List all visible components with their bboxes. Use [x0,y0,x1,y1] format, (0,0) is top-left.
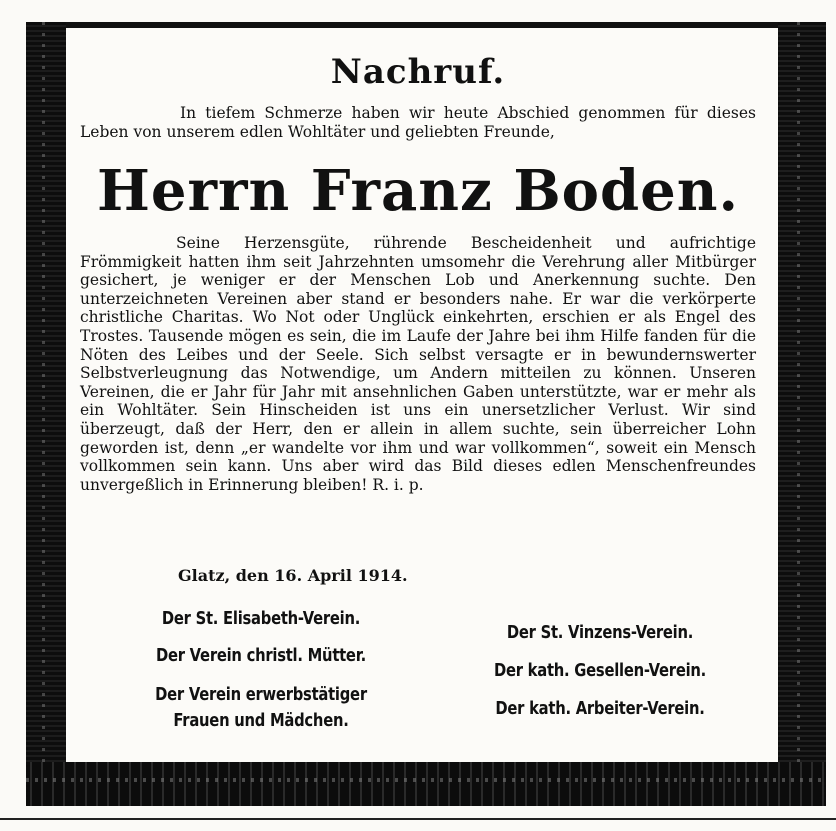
signatory-elisabeth: Der St. Elisabeth-Verein. [161,608,361,629]
next-article-edge [0,818,836,831]
signatory-mothers: Der Verein christl. Mütter. [155,645,366,666]
deceased-name: Herrn Franz Boden. [96,158,739,224]
signatory-working-women: Der Verein erwerbstätiger Frauen und Mädchen. [155,684,367,731]
left-mourning-border [26,22,66,790]
right-mourning-border [778,22,826,790]
dateline: Glatz, den 16. April 1914. [178,566,408,585]
intro-paragraph: In tiefem Schmerze haben wir heute Abschied genommen für dieses Leben von unserem edlen Wohltäter und geliebten Freunde, [80,104,756,141]
signatory-vinzens: Der St. Vinzens-Verein. [506,622,694,643]
signatory-gesellen: Der kath. Gesellen-Verein. [493,660,707,681]
bottom-mourning-border [26,762,826,806]
eulogy-paragraph: Seine Herzensgüte, rührende Bescheidenheit und aufrichtige Frömmigkeit hatten ihm seit Jahrzehnten umsomehr die Verehrung aller Mitbürger gesichert, je weniger er der Menschen Lob und Anerkennung suchte. Den unterzeichneten Vereinen aber stand er besonders nahe. Er war die verkörperte christliche Charitas. Wo Not oder Unglück einkehrten, erschien er als Engel des Trostes. Tausende mögen es sein, die im Laufe der Jahre bei ihm Hilfe fanden für die Nöten des Leibes und der Seele. Sich selbst versagte er in bewundernswerter Selbstverleugnung das Notwendige, um Andern mitteilen zu können. Unseren Vereinen, die er Jahr für Jahr mit ansehnlichen Gaben unterstützte, war er mehr als ein Wohltäter. Sein Hinscheiden ist uns ein unersetzlicher Verlust. Wir sind überzeugt, daß der Herr, den er allein in allem suchte, sein überreicher Lohn geworden ist, denn „er wandelte vor ihm und war vollkommen“, soweit ein Mensch vollkommen sein kann. Uns aber wird das Bild dieses edlen Menschenfreundes unvergeßlich in Erinnerung bleiben! R. i. p. [80,234,756,494]
signatory-arbeiter: Der kath. Arbeiter-Verein. [495,698,705,719]
notice-title: Nachruf. [330,52,506,92]
